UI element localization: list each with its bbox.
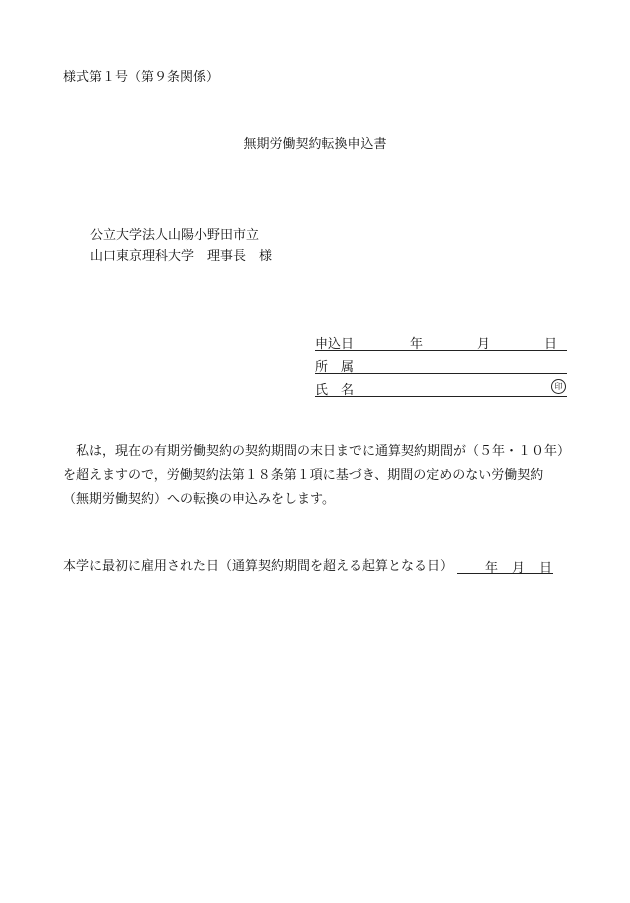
name-field[interactable] [315, 378, 567, 397]
first-hire-date-row [63, 555, 553, 574]
first-hire-date-label: 本学に最初に雇用された日（通算契約期間を超える起算となる日） [63, 559, 454, 574]
hire-month-label: 月 [512, 561, 526, 576]
affiliation-label: 所 属 [315, 360, 355, 375]
application-year-label: 年 [410, 337, 424, 352]
hire-day-label: 日 [539, 561, 553, 576]
affiliation-field[interactable] [315, 355, 567, 374]
application-month-label: 月 [477, 337, 491, 352]
application-day-label: 日 [544, 337, 558, 352]
first-hire-date-field[interactable] [457, 557, 553, 574]
addressee-line-1: 公立大学法人山陽小野田市立 [90, 228, 260, 243]
application-date-label: 申込日 [315, 337, 355, 352]
application-date-field[interactable] [315, 332, 567, 351]
applicant-fields [315, 332, 567, 401]
seal-mark: 印 [551, 379, 566, 394]
name-label: 氏 名 [315, 383, 355, 398]
form-number: 様式第１号（第９条関係） [63, 70, 220, 85]
application-statement: 私は，現在の有期労働契約の契約期間の末日までに通算契約期間が（５年・１０年）を超えますので，労働契約法第１８条第１項に基づき、期間の定めのない労働契約（無期労働契約）への転換の申込みをします。 [63, 444, 564, 507]
hire-year-label: 年 [485, 561, 499, 576]
addressee-line-2: 山口東京理科大学 理事長 様 [90, 249, 273, 264]
document-title: 無期労働契約転換申込書 [243, 137, 387, 152]
